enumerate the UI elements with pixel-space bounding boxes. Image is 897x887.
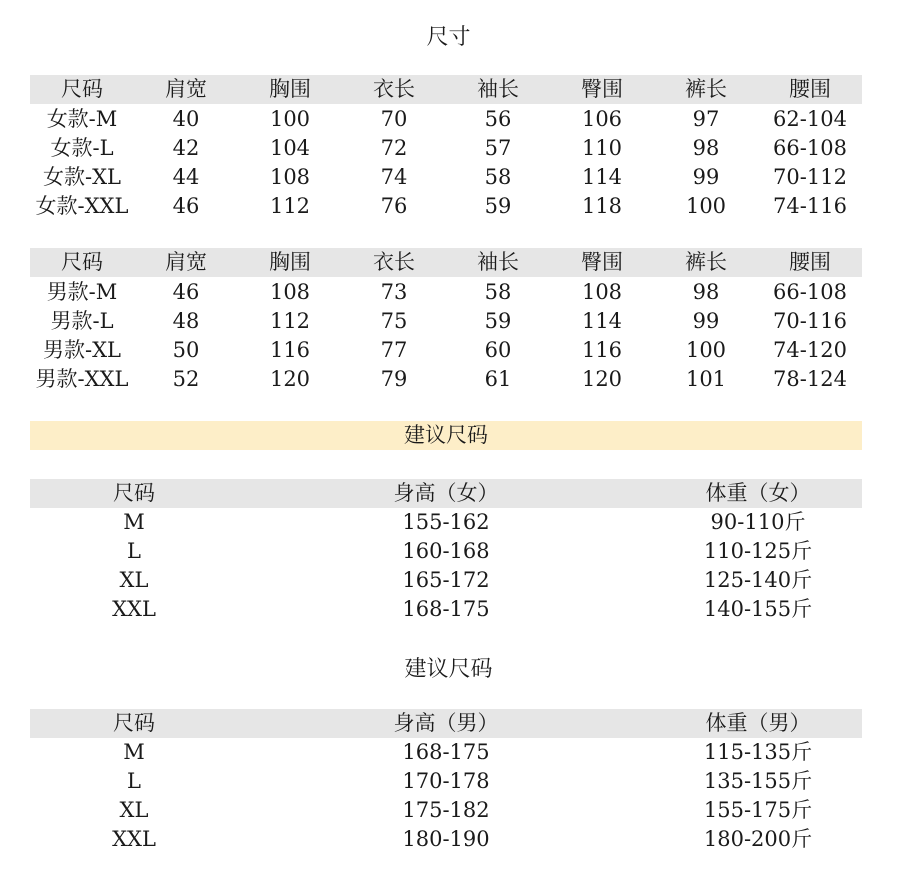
cell-height: 168-175 xyxy=(402,740,490,764)
cell-sleeve: 58 xyxy=(484,280,512,304)
header-pants-length: 裤长 xyxy=(685,250,727,274)
cell-size: 女款-XL xyxy=(43,165,121,189)
table-row xyxy=(30,738,862,767)
cell-chest: 112 xyxy=(269,309,311,333)
page-title: 尺寸 xyxy=(426,25,471,50)
cell-size: XXL xyxy=(112,597,156,621)
cell-size: M xyxy=(123,740,145,764)
cell-shoulder: 46 xyxy=(172,280,200,304)
cell-waist: 70-116 xyxy=(773,309,847,333)
cell-pants-length: 99 xyxy=(692,309,720,333)
cell-shoulder: 42 xyxy=(172,136,200,160)
cell-chest: 116 xyxy=(269,338,311,362)
header-waist: 腰围 xyxy=(789,250,831,274)
cell-size: 男款-L xyxy=(50,309,114,333)
cell-height: 160-168 xyxy=(402,539,490,563)
cell-chest: 100 xyxy=(269,107,311,131)
header-sleeve: 袖长 xyxy=(477,77,519,101)
cell-pants-length: 98 xyxy=(692,136,720,160)
cell-pants-length: 99 xyxy=(692,165,720,189)
header-hip: 臀围 xyxy=(581,250,623,274)
cell-weight: 90-110斤 xyxy=(710,510,806,534)
header-shoulder: 肩宽 xyxy=(165,250,207,274)
cell-weight: 115-135斤 xyxy=(703,740,813,764)
cell-waist: 62-104 xyxy=(773,107,847,131)
header-chest: 胸围 xyxy=(269,250,311,274)
header-pants-length: 裤长 xyxy=(685,77,727,101)
cell-hip: 116 xyxy=(581,338,623,362)
header-shoulder: 肩宽 xyxy=(165,77,207,101)
table-row xyxy=(30,595,862,624)
table-row xyxy=(30,537,862,566)
table-row xyxy=(30,163,862,192)
cell-size: 男款-XL xyxy=(43,338,121,362)
header-length: 衣长 xyxy=(373,250,415,274)
cell-shoulder: 50 xyxy=(172,338,200,362)
cell-size: XL xyxy=(119,568,149,592)
cell-length: 70 xyxy=(380,107,408,131)
cell-height: 155-162 xyxy=(402,510,490,534)
cell-chest: 104 xyxy=(269,136,311,160)
cell-weight: 140-155斤 xyxy=(703,597,813,621)
header-size: 尺码 xyxy=(113,711,155,735)
cell-chest: 108 xyxy=(269,165,311,189)
cell-pants-length: 98 xyxy=(692,280,720,304)
table-row xyxy=(30,192,862,221)
table-row xyxy=(30,134,862,163)
cell-pants-length: 97 xyxy=(692,107,720,131)
cell-size: 女款-XXL xyxy=(35,194,129,218)
cell-height: 165-172 xyxy=(402,568,490,592)
cell-height: 168-175 xyxy=(402,597,490,621)
cell-size: 男款-M xyxy=(46,280,118,304)
cell-shoulder: 46 xyxy=(172,194,200,218)
cell-hip: 114 xyxy=(581,165,623,189)
cell-shoulder: 40 xyxy=(172,107,200,131)
cell-size: XXL xyxy=(112,827,156,851)
cell-weight: 135-155斤 xyxy=(703,769,813,793)
cell-waist: 66-108 xyxy=(773,280,847,304)
cell-chest: 120 xyxy=(269,367,311,391)
cell-length: 73 xyxy=(380,280,408,304)
cell-length: 79 xyxy=(380,367,408,391)
cell-sleeve: 56 xyxy=(484,107,512,131)
cell-waist: 74-120 xyxy=(773,338,847,362)
cell-length: 72 xyxy=(380,136,408,160)
cell-weight: 125-140斤 xyxy=(703,568,813,592)
header-sleeve: 袖长 xyxy=(477,250,519,274)
cell-size: M xyxy=(123,510,145,534)
cell-length: 75 xyxy=(380,309,408,333)
table-row xyxy=(30,508,862,537)
cell-hip: 110 xyxy=(581,136,623,160)
table-row xyxy=(30,825,862,854)
men-recommend-header xyxy=(30,709,862,738)
cell-sleeve: 60 xyxy=(484,338,512,362)
table-row xyxy=(30,278,862,307)
cell-weight: 155-175斤 xyxy=(703,798,813,822)
cell-hip: 118 xyxy=(581,194,623,218)
cell-weight: 180-200斤 xyxy=(703,827,813,851)
table-row xyxy=(30,307,862,336)
cell-pants-length: 100 xyxy=(685,338,727,362)
cell-length: 76 xyxy=(380,194,408,218)
cell-shoulder: 44 xyxy=(172,165,200,189)
header-height: 身高（男） xyxy=(393,711,499,735)
header-height: 身高（女） xyxy=(393,481,499,505)
cell-sleeve: 59 xyxy=(484,309,512,333)
cell-size: L xyxy=(127,769,141,793)
cell-pants-length: 101 xyxy=(685,367,727,391)
cell-height: 170-178 xyxy=(402,769,490,793)
cell-height: 180-190 xyxy=(402,827,490,851)
cell-chest: 108 xyxy=(269,280,311,304)
table-row xyxy=(30,105,862,134)
header-weight: 体重（女） xyxy=(705,481,811,505)
cell-waist: 78-124 xyxy=(773,367,847,391)
cell-waist: 70-112 xyxy=(773,165,847,189)
section-title: 建议尺码 xyxy=(404,423,488,447)
table-row xyxy=(30,566,862,595)
cell-sleeve: 61 xyxy=(484,367,512,391)
header-waist: 腰围 xyxy=(789,77,831,101)
header-hip: 臀围 xyxy=(581,77,623,101)
cell-shoulder: 48 xyxy=(172,309,200,333)
cell-waist: 66-108 xyxy=(773,136,847,160)
women-size-header xyxy=(30,75,862,104)
cell-chest: 112 xyxy=(269,194,311,218)
women-recommend-header xyxy=(30,479,862,508)
cell-sleeve: 57 xyxy=(484,136,512,160)
table-row xyxy=(30,796,862,825)
table-row xyxy=(30,365,862,394)
header-size: 尺码 xyxy=(113,481,155,505)
men-size-header xyxy=(30,248,862,277)
header-length: 衣长 xyxy=(373,77,415,101)
cell-length: 74 xyxy=(380,165,408,189)
cell-size: L xyxy=(127,539,141,563)
cell-sleeve: 59 xyxy=(484,194,512,218)
section-title: 建议尺码 xyxy=(404,657,493,682)
header-weight: 体重（男） xyxy=(705,711,811,735)
cell-length: 77 xyxy=(380,338,408,362)
table-row xyxy=(30,336,862,365)
cell-size: 女款-L xyxy=(50,136,114,160)
women-recommend-title-band xyxy=(30,421,862,450)
header-chest: 胸围 xyxy=(269,77,311,101)
table-row xyxy=(30,767,862,796)
header-size: 尺码 xyxy=(61,250,103,274)
cell-hip: 108 xyxy=(581,280,623,304)
cell-hip: 114 xyxy=(581,309,623,333)
cell-size: XL xyxy=(119,798,149,822)
cell-weight: 110-125斤 xyxy=(703,539,813,563)
cell-sleeve: 58 xyxy=(484,165,512,189)
cell-size: 男款-XXL xyxy=(35,367,129,391)
cell-hip: 106 xyxy=(581,107,623,131)
cell-size: 女款-M xyxy=(46,107,118,131)
cell-hip: 120 xyxy=(581,367,623,391)
header-size: 尺码 xyxy=(61,77,103,101)
cell-pants-length: 100 xyxy=(685,194,727,218)
cell-waist: 74-116 xyxy=(773,194,847,218)
cell-height: 175-182 xyxy=(402,798,490,822)
cell-shoulder: 52 xyxy=(172,367,200,391)
